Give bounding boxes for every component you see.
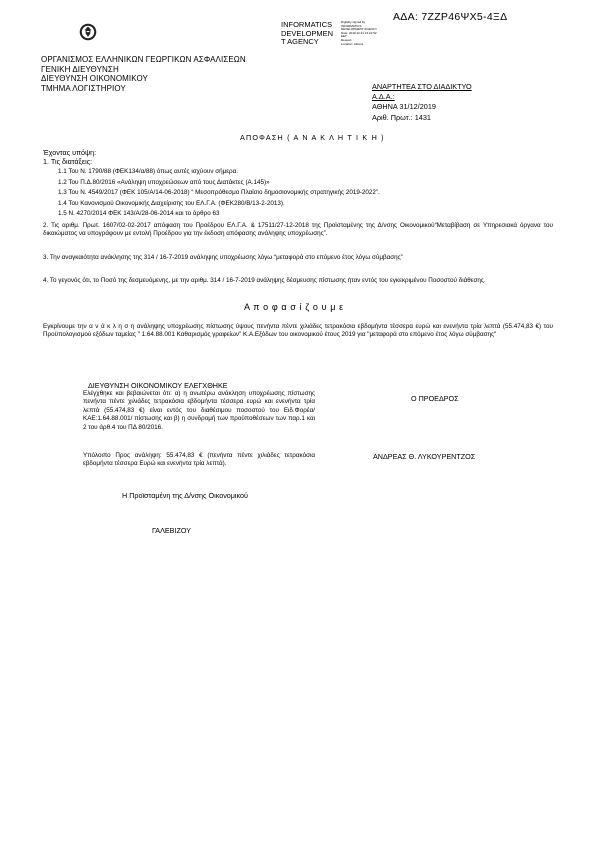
item-3: 3. Την αναγκαιότητα ανάκλησης της 314 / 16-7-2019 ανάληψης υποχρέωσης λόγω “μεταφορά στο επόμενο έτος λόγω σύμβασης” bbox=[43, 254, 403, 261]
org-line: ΓΕΝΙΚΗ ΔΙΕΥΘΥΝΣΗ bbox=[41, 64, 119, 74]
page-title: ΑΠΟΦΑΣΗ ( Α Ν Α Κ Λ Η Τ Ι Κ Η ) bbox=[240, 133, 385, 142]
president-title: Ο ΠΡΟΕΔΡΟΣ bbox=[411, 394, 459, 403]
item-1: 1. Τις διατάξεις: bbox=[43, 157, 93, 166]
stamp-detail: DEVELOPMENT AGENCY bbox=[341, 27, 377, 32]
decision-text: Εγκρίνουμε την α ν ά κ λ η σ η ανάληψης υποχρέωσης πίστωσης ύψους πενήντα πέντε χιλιάδες τετρακόσια εβδομήντα τέσσερα ευρώ και ενενήντα τρία λεπτά (55.474,83 €) του Προϋπολογισμού εξόδων ταμείας " 1.64.88.001 Καθαρισμός γραφείων" Κ.Α.Εξόδων του οικονομικού έτους 2019 για "μεταφορά στο επόμενο έτος λόγω σύμβασης" bbox=[43, 323, 553, 339]
considering-label: Έχοντας υπόψη: bbox=[43, 148, 97, 157]
stamp-detail: Date: 2019.12.31 13:21:52 bbox=[341, 30, 377, 35]
decide-heading: Α π ο φ α σ ί ζ ο υ μ ε bbox=[244, 302, 344, 312]
subitems bbox=[58, 168, 548, 219]
subitem: 1.3 Του Ν. 4549/2017 (ΦΕΚ 105/Α/14-06-2018) “ Μεσοπρόθεσμο Πλαίσιο δημοσιονομικής στρατηγικής 2019-2022”. bbox=[58, 189, 380, 197]
stamp-detail: Digitally signed by bbox=[341, 20, 366, 24]
stamp-line: T AGENCY bbox=[281, 37, 319, 46]
remaining-text: Υπόλοιπο Προς ανάληψη: 55.474,83 € (πενήντα πέντε χιλιάδες τετρακόσια εβδομήντα τέσσερα Ευρώ και ενενήντα τρία λεπτά). bbox=[83, 452, 315, 468]
stamp-line: DEVELOPMEN bbox=[281, 28, 334, 38]
subitem: 1.1 Του Ν. 1790/88 (ΦΕΚ134/α/88) όπως αυτές ισχύουν σήμερα. bbox=[58, 168, 239, 175]
president-name: ΑΝΔΡΕΑΣ Θ. ΛΥΚΟΥΡΕΝΤΖΟΣ bbox=[373, 452, 476, 461]
subitem: 1.4 Του Κανονισμού Οικονομικής Διαχείρισης του ΕΛ.Γ.Α. (ΦΕΚ280/Β/13-2-2013). bbox=[58, 199, 285, 207]
head-finance-name: ΓΑΛΕΒΙΖΟΥ bbox=[152, 526, 192, 535]
stamp-detail: EET bbox=[341, 34, 347, 39]
protocol-number: Αριθ. Πρωτ.: 1431 bbox=[372, 112, 431, 122]
item-4: 4. Το γεγονός ότι, το Ποσό της δεσμευόμενης, με την αριθμ. 314 / 16-7-2019 ανάληψης δέσμευσης πίστωσης ήταν εντός του εγκεκριμένου Ποσοστού διάθεσης. bbox=[43, 277, 486, 284]
org-line: ΤΜΗΜΑ ΛΟΓΙΣΤΗΡΙΟΥ bbox=[41, 83, 126, 93]
stamp-detail: Reason: bbox=[341, 37, 353, 42]
doc-date: ΑΘΗΝΑ 31/12/2019 bbox=[372, 102, 436, 112]
internet-label: ΑΝΑΡΤΗΤΕΑ ΣΤΟ ΔΙΑΔΙΚΤΥΟ bbox=[372, 82, 472, 91]
stamp-line: INFORMATICS bbox=[281, 20, 333, 29]
ada-label: Α.Δ.Α.: bbox=[372, 92, 395, 102]
ada-header: ΑΔΑ: 7ΖΖΡ46ΨΧ5-4ΞΔ bbox=[393, 11, 508, 23]
checked-title: ΔΙΕΥΘΥΝΣΗ ΟΙΚΟΝΟΜΙΚΟΥ ΕΛΕΓΧΘΗΚΕ bbox=[88, 381, 228, 390]
org-heading bbox=[41, 55, 246, 93]
doc-info bbox=[372, 82, 472, 123]
org-line: ΔΙΕΥΘΥΝΣΗ ΟΙΚΟΝΟΜΙΚΟΥ bbox=[41, 74, 148, 84]
subitem: 1.5 Ν. 4270/2014 ΦΕΚ 143/Α/28-06-2014 και το άρθρο 63 bbox=[58, 210, 220, 218]
signature-stamp bbox=[281, 21, 401, 51]
checked-text: Ελέγχθηκε και βεβαιώνεται ότι: α) η ανωτέρω ανάκληση υποχρέωσης πίστωσης πενήντα πέντε χιλιάδες τετρακόσια εβδομήντα τέσσερα ευρώ και ενενήντα τρία λεπτά (55.474,83 €) είναι εντός του διαθέσιμου ποσοστού του Ειδ.Φορέα/ΚΑΕ:1.64.88.001/ πίστωσης και β) η συνδρομή των προϋποθέσεων των παρ.1 και 2 του άρθ.4 του ΠΔ 80/2016. bbox=[83, 390, 315, 431]
stamp-detail: INFORMATICS bbox=[341, 23, 362, 28]
org-line: ΟΡΓΑΝΙΣΜΟΣ ΕΛΛΗΝΙΚΩΝ ΓΕΩΡΓΙΚΩΝ ΑΣΦΑΛΙΣΕΩΝ bbox=[41, 55, 246, 64]
stamp-detail: Location: Athens bbox=[341, 41, 364, 46]
head-finance-title: Η Προϊσταμένη της Δ/νσης Οικονομικού bbox=[122, 491, 248, 500]
subitem: 1.2 Του Π.Δ.80/2016 «Ανάληψη υποχρεώσεων από τους Διατάκτες (Α.145)» bbox=[58, 178, 270, 186]
emblem-icon bbox=[79, 23, 97, 41]
item-2: 2. Τις αριθμ. Πρωτ. 1607/02-02-2017 απόφαση του Προέδρου ΕΛ.Γ.Α. & 17511/27-12-2018 της Προϊσταμένης της Δ/νσης Οικονομικού“Μεταβίβαση σε Υπηρεσιακά όργανα του δικαιώματος να υπογράφουν με εντολή Προέδρου για την έκδοση απόφασης ανάληψης υποχρέωσης”. bbox=[43, 222, 553, 238]
